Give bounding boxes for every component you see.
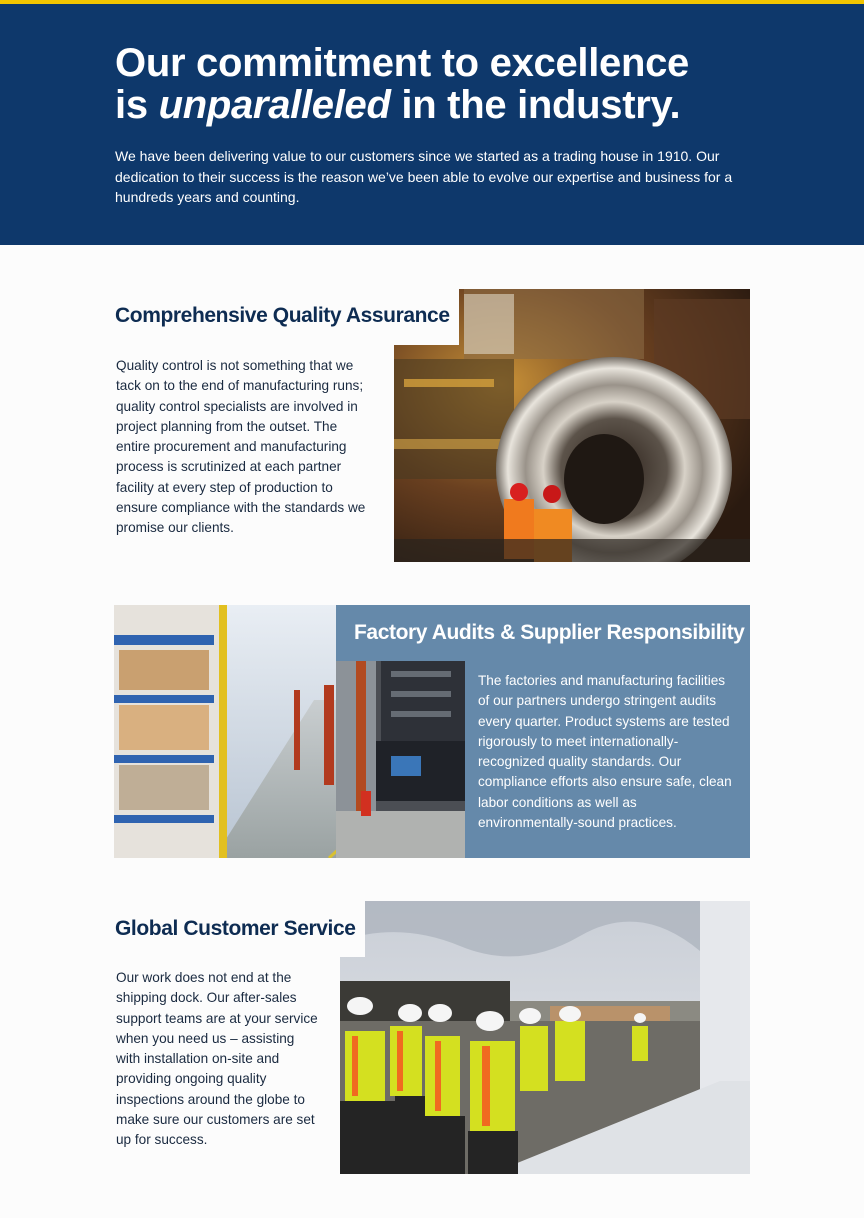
hero-title: [115, 42, 815, 126]
section-text-quality-assurance: Quality control is not something that we tack on to the end of manufacturing runs; quality control specialists are involved in project planning from the outset. The entire procurement and manufacturing process is scrutinized at each partner facility at every step of production to ensure compliance with the standards we promise our clients.: [116, 358, 366, 536]
section-text-customer-service: Our work does not end at the shipping dock. Our after-sales support teams are at your service when you need us – assisting with installation on-site and providing ongoing quality inspections around the globe to make sure our customers are set up for success.: [116, 970, 318, 1148]
hero-title-emphasis: unparalleled: [158, 83, 391, 127]
section-text-factory-audits: The factories and manufacturing facilities of our partners undergo stringent audits every quarter. Product systems are tested rigorously to meet internationally-recognized quality standards. Our compliance efforts also ensure safe, clean labor conditions as well as environmentally-sound practices.: [478, 673, 732, 831]
section-title-quality-assurance: Comprehensive Quality Assurance: [115, 304, 450, 327]
section-title-customer-service: Global Customer Service: [115, 917, 356, 940]
hero-description: We have been delivering value to our customers since we started as a trading house in 1910. Our dedication to their success is the reason we’ve been able to evolve our expertise and business for a hundreds years and counting.: [115, 148, 733, 205]
site-inspection-team-photo: [340, 901, 750, 1174]
hero-title-post: in the industry.: [390, 83, 681, 127]
hero-banner: [0, 4, 864, 245]
hero-title-line1: Our commitment to excellence: [115, 41, 690, 85]
hero-title-pre: is: [115, 83, 159, 127]
section-title-factory-audits: Factory Audits & Supplier Responsibility: [354, 621, 745, 644]
factory-machinery-overlay-photo: [336, 661, 465, 858]
